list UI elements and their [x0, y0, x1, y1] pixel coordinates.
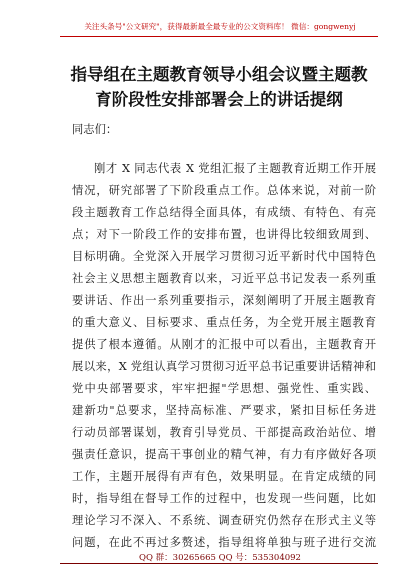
body-line: 的重大意义、目标要求、重点任务，为全党开展主题教育: [72, 316, 376, 329]
body-line: 展以来，X 党组认真学习贯彻习近平总书记重要讲话精神和: [72, 360, 376, 373]
title-line: 育阶段性安排部署会上的讲话提纲: [95, 90, 343, 109]
title-line: 指导组在主题教育领导小组会议暨主题教: [70, 65, 368, 84]
body-line: 情况，研究部署了下阶段重点工作。总体来说，对前一阶: [72, 184, 376, 197]
salutation: 同志们：: [72, 123, 118, 136]
body-line: 强责任意识，提高干事创业的精气神，有力有序做好各项: [72, 448, 376, 461]
body-line: 段主题教育工作总结得全面具体，有成绩、有特色、有亮: [72, 206, 376, 219]
header-divider: [60, 36, 378, 37]
body-line: 理论学习不深入、不系统、调查研究仍然存在形式主义等: [72, 514, 376, 527]
body-line: 要讲话、作出一系列重要指示，深刻阐明了开展主题教育: [72, 294, 376, 307]
body-line: 党中央部署要求，牢牢把握"学思想、强党性、重实践、: [72, 382, 376, 395]
body-line: 刚才 X 同志代表 X 党组汇报了主题教育近期工作开展: [94, 162, 376, 175]
body-line: 建新功"总要求，坚持高标准、严要求，紧扣目标任务进: [72, 404, 376, 417]
body-line: 提供了根本遵循。从刚才的汇报中可以看出，主题教育开: [72, 338, 376, 351]
body-line: 社会主义思想主题教育以来，习近平总书记发表一系列重: [72, 272, 376, 285]
document-title: [58, 62, 380, 112]
body-line: 时，指导组在督导工作的过程中，也发现一些问题，比如: [72, 492, 376, 505]
footer-contact: QQ 群：30265665 QQ 号：535304092: [139, 553, 301, 563]
footer-divider: [60, 563, 378, 564]
body-line: 问题，在此不再过多赘述，指导组将单独与班子进行交流: [72, 536, 376, 549]
body-line: 工作，主题开展得有声有色，效果明显。在肯定成绩的同: [72, 470, 376, 483]
body-line: 目标明确。全党深入开展学习贯彻习近平新时代中国特色: [72, 250, 376, 263]
header-banner: 关注头条号"公文研究"，获得最新最全最专业的公文资料库！ 微信：gongwenyj: [84, 22, 356, 31]
body-line: 点；对下一阶段工作的安排布置，也讲得比较细致周到、: [72, 228, 376, 241]
body-line: 行动员部署谋划，教育引导党员、干部提高政治站位、增: [72, 426, 376, 439]
body-paragraph: [72, 158, 376, 554]
